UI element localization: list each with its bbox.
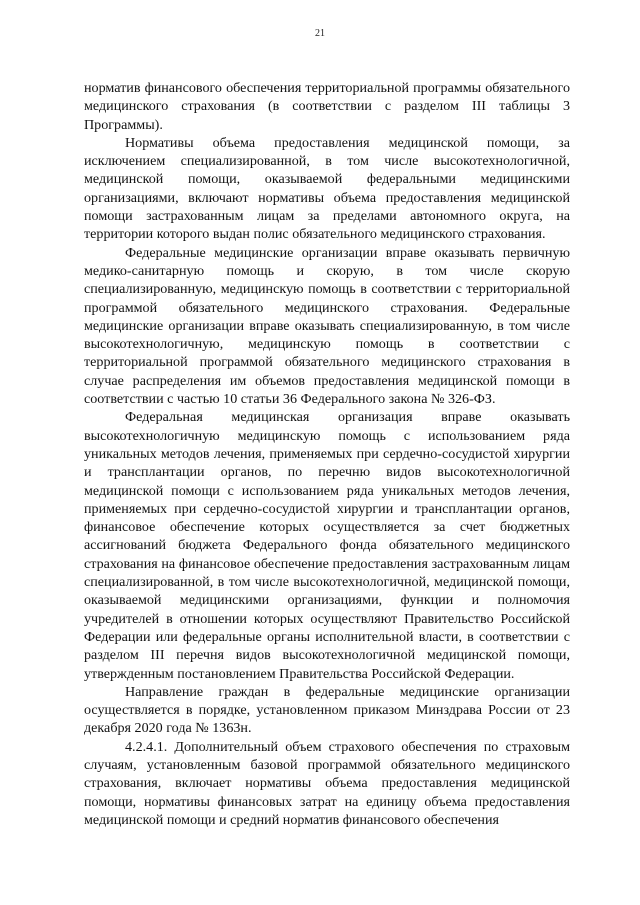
document-body xyxy=(84,79,570,829)
page-number: 21 xyxy=(315,28,325,39)
paragraph: Нормативы объема предоставления медицинской помощи, за исключением специализированной, в том числе высокотехнологичной, медицинской помощи, оказываемой федеральными медицинскими организациями, включают нормативы объема предоставления медицинской помощи застрахованным лицам за пределами автономного округа, на территории которого выдан полис обязательного медицинского страхования. xyxy=(84,134,570,243)
paragraph: Направление граждан в федеральные медицинские организации осуществляется в порядке, установленном приказом Минздрава России от 23 декабря 2020 года № 1363н. xyxy=(84,683,570,737)
paragraph: 4.2.4.1. Дополнительный объем страхового обеспечения по страховым случаям, установленным базовой программой обязательного медицинского страхования, включает нормативы объема предоставления медицинской помощи, нормативы финансовых затрат на единицу объема предоставления медицинской помощи и средний норматив финансового обеспечения xyxy=(84,738,570,828)
paragraph-continuation: норматив финансового обеспечения территориальной программы обязательного медицинского страхования (в соответствии с разделом III таблицы 3 Программы). xyxy=(84,80,570,133)
paragraph: Федеральные медицинские организации вправе оказывать первичную медико-санитарную помощь и скорую, в том числе скорую специализированную, медицинскую помощь в соответствии с территориальной программой обязательного медицинского страхования. Федеральные медицинские организации вправе оказывать специализированную, в том числе высокотехнологичную, медицинскую помощь в соответствии с территориальной программой обязательного медицинского страхования в случае распределения им объемов предоставления медицинской помощи в соответствии с частью 10 статьи 36 Федерального закона № 326-ФЗ. xyxy=(84,244,570,408)
paragraph: Федеральная медицинская организация вправе оказывать высокотехнологичную медицинскую помощь с использованием ряда уникальных методов лечения, применяемых при сердечно-сосудистой хирургии и трансплантации органов, по перечню видов высокотехнологичной медицинской помощи с использованием ряда уникальных методов лечения, применяемых при сердечно-сосудистой хирургии и трансплантации органов, финансовое обеспечение которых осуществляется за счет бюджетных ассигнований бюджета Федерального фонда обязательного медицинского страхования на финансовое обеспечение предоставления застрахованным лицам специализированной, в том числе высокотехнологичной, медицинской помощи, оказываемой медицинскими организациями, функции и полномочия учредителей в отношении которых осуществляют Правительство Российской Федерации или федеральные органы исполнительной власти, в соответствии с разделом III перечня видов высокотехнологичной медицинской помощи, утвержденным постановлением Правительства Российской Федерации. xyxy=(84,409,570,682)
